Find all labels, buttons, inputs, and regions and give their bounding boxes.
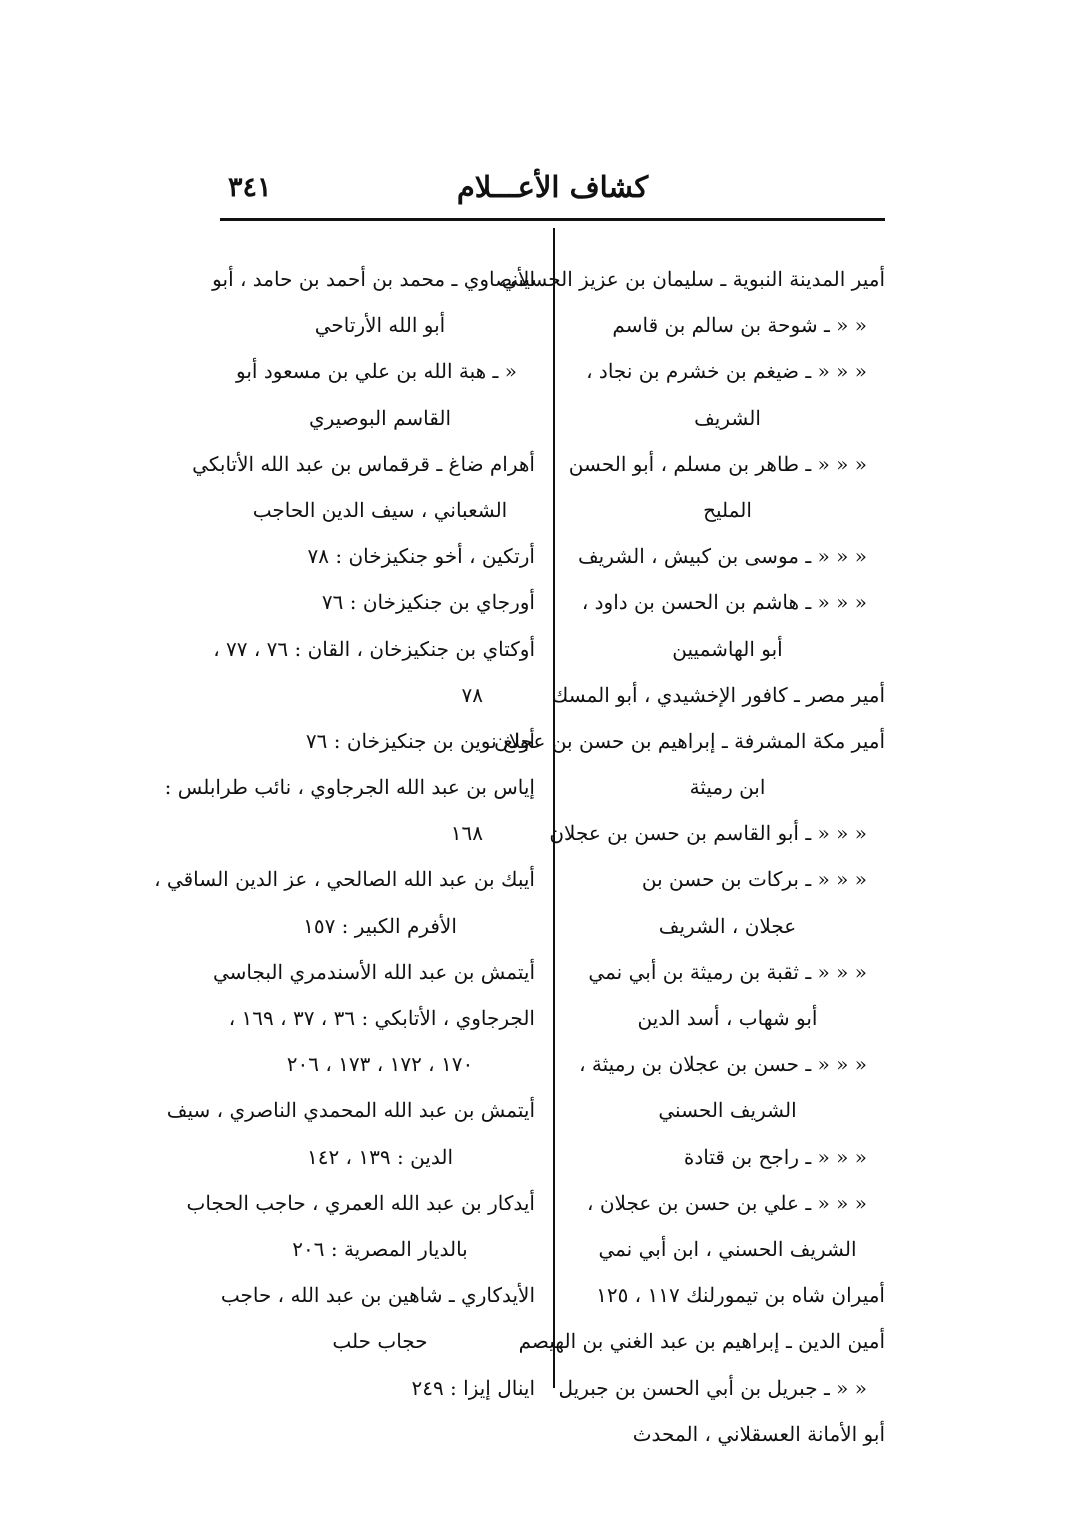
index-entry-line: بالديار المصرية : ٢٠٦ <box>292 1236 468 1261</box>
index-entry-line: أمين الدين ـ إبراهيم بن عبد الغني بن الهيصم <box>518 1329 885 1354</box>
index-entry-line: أوكتاي بن جنكيزخان ، القان : ٧٦ ، ٧٧ ، <box>213 636 535 661</box>
index-entry-line: « « « ـ ضيغم بن خشرم بن نجاد ، <box>586 359 867 384</box>
index-entry-line: أيدكار بن عبد الله العمري ، حاجب الحجاب <box>186 1190 535 1215</box>
index-column-left <box>154 256 535 1411</box>
index-entry-line: « ـ هبة الله بن علي بن مسعود أبو <box>236 359 517 384</box>
index-entry-line: الشريف <box>694 405 761 430</box>
index-entry-line: أيبك بن عبد الله الصالحي ، عز الدين الساقي ، <box>154 867 535 892</box>
index-entry-line: عجلان ، الشريف <box>658 913 797 938</box>
index-column-right <box>494 256 885 1457</box>
index-entry-line: « « « ـ بركات بن حسن بن <box>641 867 867 892</box>
index-entry-line: الأفرم الكبير : ١٥٧ <box>303 913 457 938</box>
index-entry-line: أميران شاه بن تيمورلنك ١١٧ ، ١٢٥ <box>596 1283 885 1308</box>
index-entry-line: المليح <box>703 497 752 522</box>
index-entry-line: حجاب حلب <box>332 1329 428 1354</box>
index-entry-line: الشريف الحسني ، ابن أبي نمي <box>598 1236 857 1261</box>
page-title: كشاف الأعـــلام <box>456 170 649 204</box>
index-entry-line: ٧٨ <box>461 682 483 707</box>
index-entry-line: « « « ـ علي بن حسن بن عجلان ، <box>587 1190 867 1215</box>
index-entry-line: ١٧٠ ، ١٧٢ ، ١٧٣ ، ٢٠٦ <box>286 1052 474 1077</box>
index-entry-line: أمير مكة المشرفة ـ إبراهيم بن حسن بن عجلان <box>494 728 885 753</box>
index-entry-line: الأيدكاري ـ شاهين بن عبد الله ، حاجب <box>220 1283 535 1308</box>
index-entry-line: أيتمش بن عبد الله المحمدي الناصري ، سيف <box>166 1098 535 1123</box>
index-entry-line: « « « ـ ثقبة بن رميثة بن أبي نمي <box>588 959 867 984</box>
index-entry-line: الشعباني ، سيف الدين الحاجب <box>252 497 508 522</box>
index-entry-line: إياس بن عبد الله الجرجاوي ، نائب طرابلس : <box>164 775 535 800</box>
index-entry-line: « « « ـ أبو القاسم بن حسن بن عجلان <box>549 821 867 846</box>
index-entry-line: أمير مصر ـ كافور الإخشيدي ، أبو المسك <box>551 682 885 707</box>
index-entry-line: أبو شهاب ، أسد الدين <box>637 1006 818 1030</box>
index-entry-line: ١٦٨ <box>450 821 483 846</box>
index-entry-line: أرتكين ، أخو جنكيزخان : ٧٨ <box>307 544 535 569</box>
index-entry-line: الشريف الحسني <box>658 1098 797 1123</box>
page-number: ٣٤١ <box>228 172 272 203</box>
index-entry-line: « « ـ جبريل بن أبي الحسن بن جبريل <box>558 1375 867 1400</box>
index-entry-line: أهرام ضاغ ـ قرقماس بن عبد الله الأتابكي <box>192 451 535 476</box>
index-entry-line: « « « ـ راجح بن قتادة <box>683 1144 867 1169</box>
index-entry-line: « « « ـ حسن بن عجلان بن رميثة ، <box>579 1052 867 1077</box>
index-entry-line: أورجاي بن جنكيزخان : ٧٦ <box>321 590 535 615</box>
index-entry-line: أبو الأمانة العسقلاني ، المحدث <box>632 1421 885 1446</box>
page-header <box>220 170 885 222</box>
column-divider <box>553 228 555 1388</box>
index-entry-line: أولغ نوين بن جنكيزخان : ٧٦ <box>305 728 535 753</box>
index-entry-line: الأنصاوي ـ محمد بن أحمد بن حامد ، أبو <box>212 267 535 291</box>
index-entry-line: « « ـ شوحة بن سالم بن قاسم <box>612 313 867 338</box>
index-entry-line: الجرجاوي ، الأتابكي : ٣٦ ، ٣٧ ، ١٦٩ ، <box>228 1006 535 1030</box>
index-entry-line: اينال إيزا : ٢٤٩ <box>411 1375 535 1400</box>
index-entry-line: أبو الله الأرتاحي <box>314 313 446 338</box>
index-entry-line: الدين : ١٣٩ ، ١٤٢ <box>306 1144 454 1169</box>
index-entry-line: القاسم البوصيري <box>308 405 451 430</box>
header-rule <box>220 218 885 221</box>
index-entry-line: « « « ـ موسى بن كبيش ، الشريف <box>577 544 867 569</box>
index-entry-line: أمير المدينة النبوية ـ سليمان بن عزيز الحسيني <box>501 267 885 291</box>
index-entry-line: أبو الهاشميين <box>672 636 783 661</box>
index-entry-line: « « « ـ طاهر بن مسلم ، أبو الحسن <box>568 451 867 476</box>
index-entry-line: أيتمش بن عبد الله الأسندمري البجاسي <box>212 959 535 984</box>
index-entry-line: ابن رميثة <box>689 775 766 800</box>
index-entry-line: « « « ـ هاشم بن الحسن بن داود ، <box>581 590 867 615</box>
